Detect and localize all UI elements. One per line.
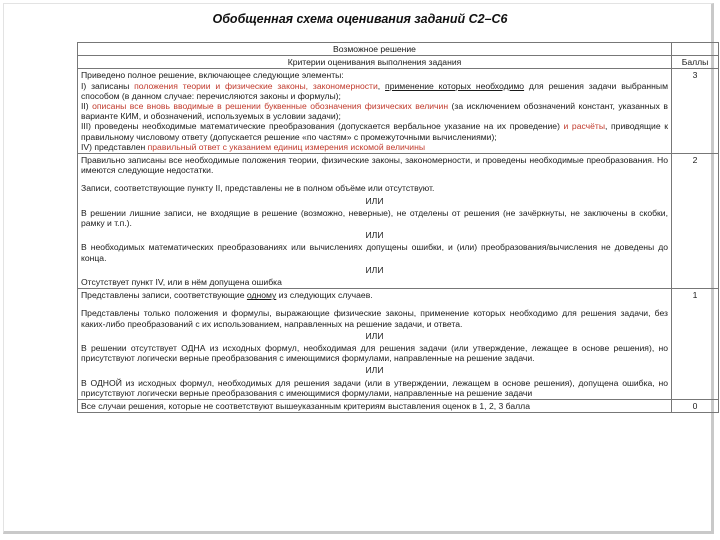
item-1-tail: для решения задачи выбранным способом (в данном случае: перечисляются законы и формулы);: [81, 80, 668, 101]
item-1-prefix: I) записаны: [81, 80, 135, 91]
score-1: 1: [672, 289, 719, 400]
score-3: 3: [672, 69, 719, 154]
item-4-highlight: правильный ответ с указанием единиц измерения искомой величины: [147, 141, 425, 152]
assessment-table: [77, 42, 719, 413]
item-2-prefix: II): [81, 101, 93, 112]
item-1-highlight: положения теории и физические законы, закономерности: [134, 80, 378, 91]
criteria-2-text: [78, 154, 672, 289]
criteria-3-text: [78, 69, 672, 154]
spacer: [81, 300, 668, 308]
spacer: [81, 175, 668, 183]
item-1-underlined: применение которых необходимо: [385, 80, 525, 91]
p1-underlined: одному: [246, 290, 277, 301]
p1-suffix: из следующих случаев.: [276, 290, 373, 301]
or-separator: ИЛИ: [365, 230, 384, 241]
criteria-row-0: [78, 400, 719, 413]
criteria-2-p2: Записи, соответствующие пункту II, представлены не в полном объёме или отсутствуют.: [81, 183, 435, 194]
header-criteria: Критерии оценивания выполнения задания: [78, 56, 672, 69]
criteria-2-p3: В решении лишние записи, не входящие в решение (возможно, неверные), не отделены от решения (не зачёркнуты, не заключены в скобки, рамку и т.п.).: [81, 207, 668, 229]
criteria-0-text: Все случаи решения, которые не соответствуют вышеуказанным критериям выставления оценок в 1, 2, 3 балла: [78, 400, 672, 413]
or-separator: ИЛИ: [365, 264, 384, 275]
item-4-prefix: IV) представлен: [81, 141, 148, 152]
criteria-2-p1: Правильно записаны все необходимые положения теории, физические законы, закономерности, и проведены необходимые преобразования. Но имеются следующие недостатки.: [81, 155, 668, 176]
criteria-3-item-2: [81, 101, 668, 121]
or-separator: ИЛИ: [365, 195, 384, 206]
criteria-1-p4: В ОДНОЙ из исходных формул, необходимых для решения задачи (или в утверждении, лежащем в основе решения), допущена ошибка, но присутствуют логически верные преобразования с имеющимися формулами, направленные на решение задачи: [81, 377, 668, 398]
item-2-highlight: описаны все вновь вводимые в решении буквенные обозначения физических величин: [92, 101, 449, 112]
item-1-separator: ,: [377, 80, 386, 91]
page-title: Обобщенная схема оценивания заданий С2–С6: [212, 12, 508, 26]
item-3-tail: , приводящие к правильному числовому ответу (допускается решение «по частям» с промежуточными вычислениями);: [81, 121, 668, 142]
p1-prefix: Представлены записи, соответствующие: [81, 290, 247, 301]
item-2-tail: (за исключением обозначений констант, указанных в варианте КИМ, и обозначений, используемых в условии задачи);: [81, 101, 668, 122]
header-row-solution: [78, 43, 719, 56]
or-separator: ИЛИ: [365, 330, 384, 341]
criteria-1-text: [78, 289, 672, 400]
criteria-2-p4: В необходимых математических преобразованиях или вычислениях допущены ошибки, и (или) преобразования/вычисления не доведены до конца.: [81, 242, 668, 263]
header-points: Баллы: [672, 56, 719, 69]
criteria-1-p2: Представлены только положения и формулы, выражающие физические законы, применение которых необходимо для решения задачи, без каких-либо преобразований с их использованием, направленных на решение задачи, и ответа.: [81, 308, 668, 329]
criteria-1-p3: В решении отсутствует ОДНА из исходных формул, необходимая для решения задачи (или утверждение, лежащее в основе решения), но присутствуют логически верные преобразования с имеющимися формулами, направленные на решение задачи.: [81, 343, 668, 364]
item-3-highlight: и расчёты: [563, 121, 606, 132]
criteria-3-item-1: [81, 81, 668, 101]
criteria-3-item-4: [81, 142, 668, 152]
criteria-3-item-3: [81, 121, 668, 141]
criteria-2-p5: Отсутствует пункт IV, или в нём допущена ошибка: [81, 277, 282, 288]
score-2: 2: [672, 154, 719, 289]
criteria-1-p1: [81, 290, 668, 300]
score-0: 0: [672, 400, 719, 413]
criteria-row-2: [78, 154, 719, 289]
or-separator: ИЛИ: [365, 365, 384, 376]
criteria-3-intro: Приведено полное решение, включающее следующие элементы:: [81, 70, 344, 81]
criteria-row-1: [78, 289, 719, 400]
header-solution: Возможное решение: [78, 43, 672, 56]
header-empty-cell: [672, 43, 719, 56]
header-row-criteria: [78, 56, 719, 69]
item-3-prefix: III) проведены необходимые математические преобразования (допускается вербальное указание на их проведение): [81, 121, 564, 132]
criteria-row-3: [78, 69, 719, 154]
